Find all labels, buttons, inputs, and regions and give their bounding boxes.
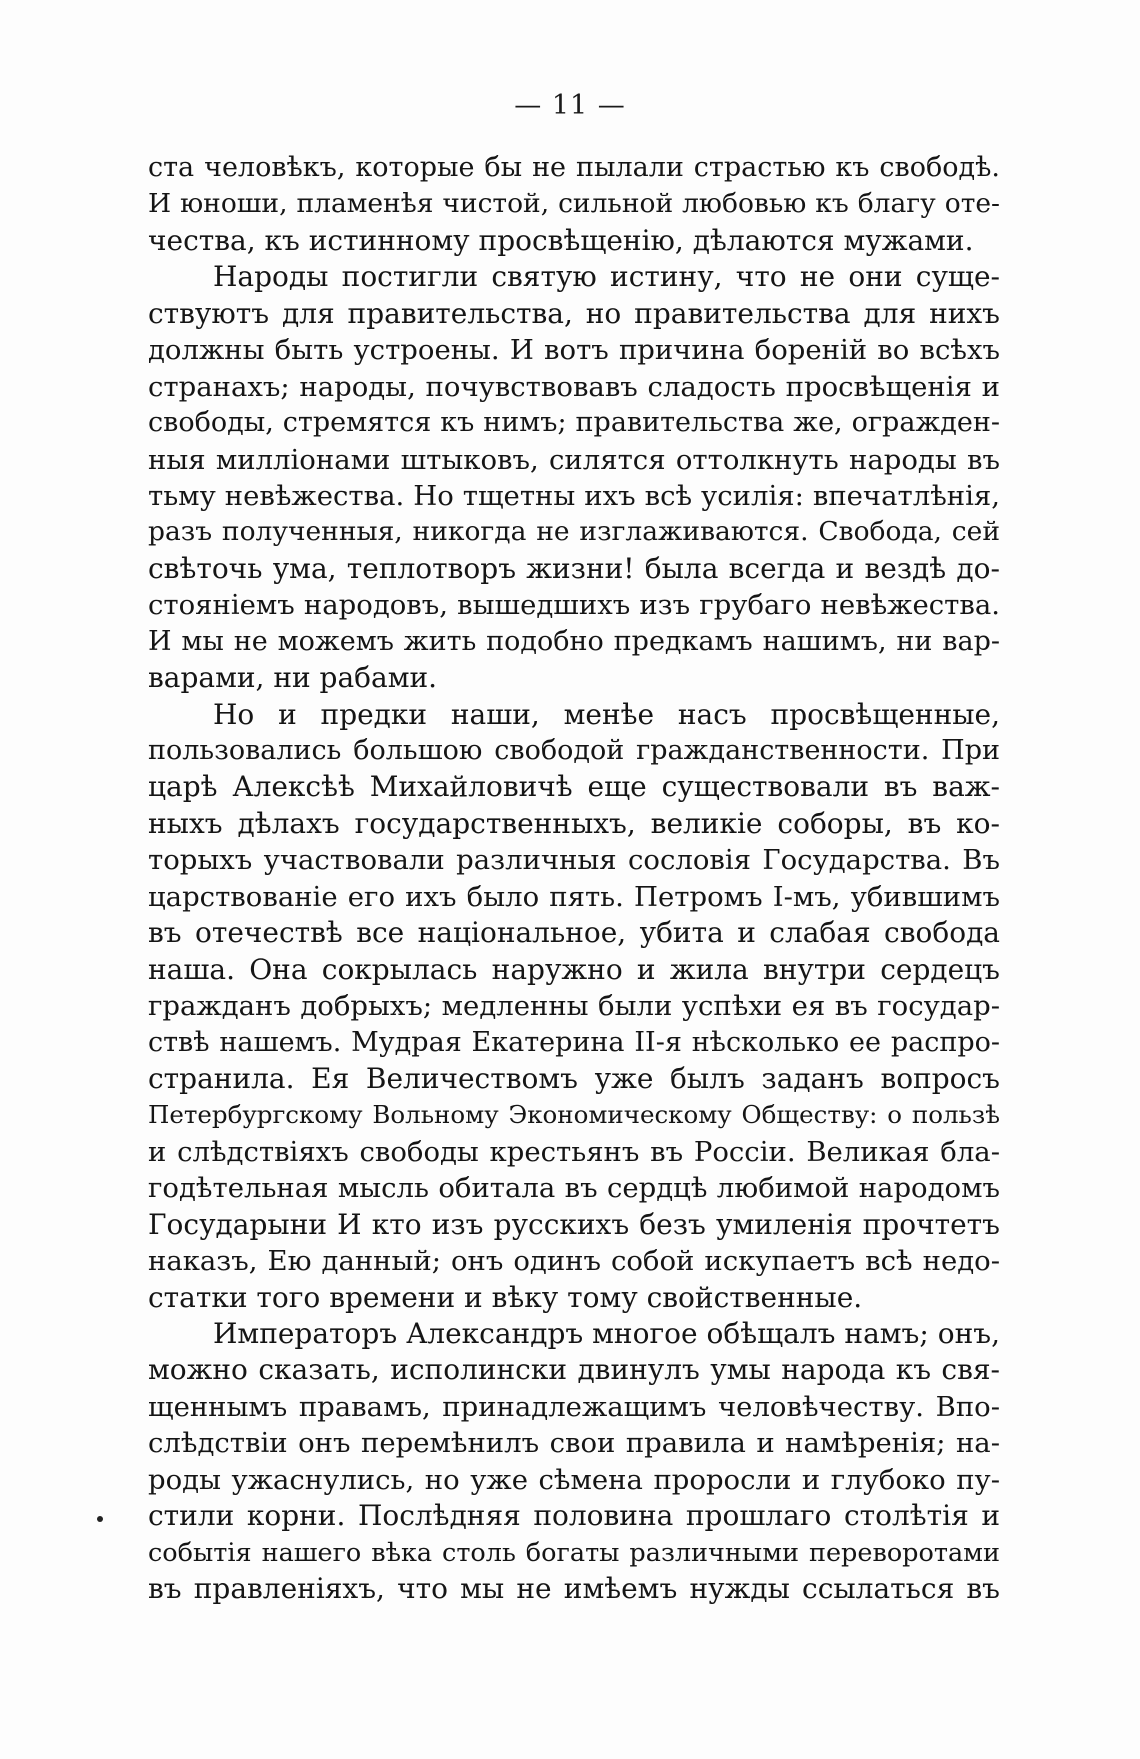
text-line: Государыни И кто изъ русскихъ безъ умиленія прочтетъ <box>148 1207 1000 1241</box>
text-line: торыхъ участвовали различныя сословія Государства. Въ <box>148 844 1000 877</box>
text-line: въ правленіяхъ, что мы не имѣемъ нужды ссылаться въ <box>148 1572 1000 1606</box>
text-line: стояніемъ народовъ, вышедшихъ изъ грубаго невѣжества. <box>148 589 1000 622</box>
text-line: тьму невѣжества. Но тщетны ихъ всѣ усилія: впечатлѣнія, <box>148 479 1000 512</box>
text-line: чества, къ истинному просвѣщенію, дѣлаются мужами. <box>148 223 974 257</box>
text-line: ныхъ дѣлахъ государственныхъ, великіе соборы, въ ко- <box>148 806 1000 840</box>
text-line: въ отечествѣ все національное, убита и слабая свобода <box>148 916 1000 950</box>
paragraph <box>148 150 1000 259</box>
paragraph <box>148 1316 1000 1608</box>
text-line: ныя милліонами штыковъ, силятся оттолкнуть народы въ <box>148 443 1000 476</box>
text-line: щеннымъ правамъ, принадлежащимъ человѣчеству. Впо- <box>148 1390 1000 1423</box>
text-line: можно сказать, исполински двинулъ умы народа къ свя- <box>148 1353 1000 1387</box>
page-number: — 11 — <box>514 90 626 121</box>
text-line: должны быть устроены. И вотъ причина бореній во всѣхъ <box>148 334 1000 367</box>
text-line: странахъ; народы, почувствовавъ сладость просвѣщенія и <box>148 370 1000 403</box>
text-line: Народы постигли святую истину, что не они суще- <box>213 260 1000 294</box>
text-line: стили корни. Послѣдняя половина прошлаго столѣтія и <box>148 1499 1000 1533</box>
body-text <box>148 150 1000 1608</box>
text-line: И юноши, пламенѣя чистой, сильной любовью къ благу оте- <box>148 188 1000 220</box>
text-line: Но и предки наши, менѣе насъ просвѣщенные, <box>213 697 1000 731</box>
text-line: Императоръ Александръ многое обѣщалъ намъ; онъ, <box>213 1317 1000 1350</box>
text-line: событія нашего вѣка столь богаты различными переворотами <box>148 1537 1000 1568</box>
text-line: разъ полученныя, никогда не изглаживаются. Свобода, сей <box>148 516 1000 548</box>
text-line: наша. Она сокрылась наружно и жила внутри сердецъ <box>148 952 1000 986</box>
text-line: гражданъ добрыхъ; медленны были успѣхи ея въ государ- <box>148 990 1000 1023</box>
text-line: царѣ Алексѣѣ Михайловичѣ еще существовали въ важ- <box>148 770 1000 804</box>
text-line: ста человѣкъ, которые бы не пылали страстью къ свободѣ. <box>148 152 1000 183</box>
text-line: статки того времени и вѣку тому свойственные. <box>148 1280 863 1314</box>
print-speck <box>97 1516 103 1522</box>
paragraph <box>148 259 1000 696</box>
text-line: Петербургскому Вольному Экономическому Обществу: о пользѣ <box>148 1100 1000 1130</box>
text-line: и слѣдствіяхъ свободы крестьянъ въ Россіи. Великая бла- <box>148 1135 1000 1168</box>
text-line: роды ужаснулись, но уже сѣмена проросли и глубоко пу- <box>148 1463 1000 1496</box>
text-line: варами, ни рабами. <box>148 661 438 695</box>
text-line: странила. Ея Величествомъ уже былъ заданъ вопросъ <box>148 1061 1000 1095</box>
text-line: пользовались большою свободой гражданственности. При <box>148 735 1000 766</box>
text-line: царствованіе его ихъ было пять. Петромъ I-мъ, убившимъ <box>148 880 1000 913</box>
text-line: ствуютъ для правительства, но правительства для нихъ <box>148 296 1000 330</box>
text-line: свѣточь ума, теплотворъ жизни! была всегда и вездѣ до- <box>148 551 1000 585</box>
text-line: годѣтельная мысль обитала въ сердцѣ любимой народомъ <box>148 1172 1000 1205</box>
paragraph <box>148 697 1000 1316</box>
text-line: И мы не можемъ жить подобно предкамъ нашимъ, ни вар- <box>148 625 1000 657</box>
text-line: слѣдствіи онъ перемѣнилъ свои правила и намѣренія; на- <box>148 1427 1000 1460</box>
text-line: наказъ, Ею данный; онъ одинъ собой искупаетъ всѣ недо- <box>148 1245 1000 1278</box>
text-line: ствѣ нашемъ. Мудрая Екатерина II-я нѣсколько ее распро- <box>148 1026 1000 1058</box>
text-line: свободы, стремятся къ нимъ; правительства же, огражден- <box>148 407 1000 439</box>
